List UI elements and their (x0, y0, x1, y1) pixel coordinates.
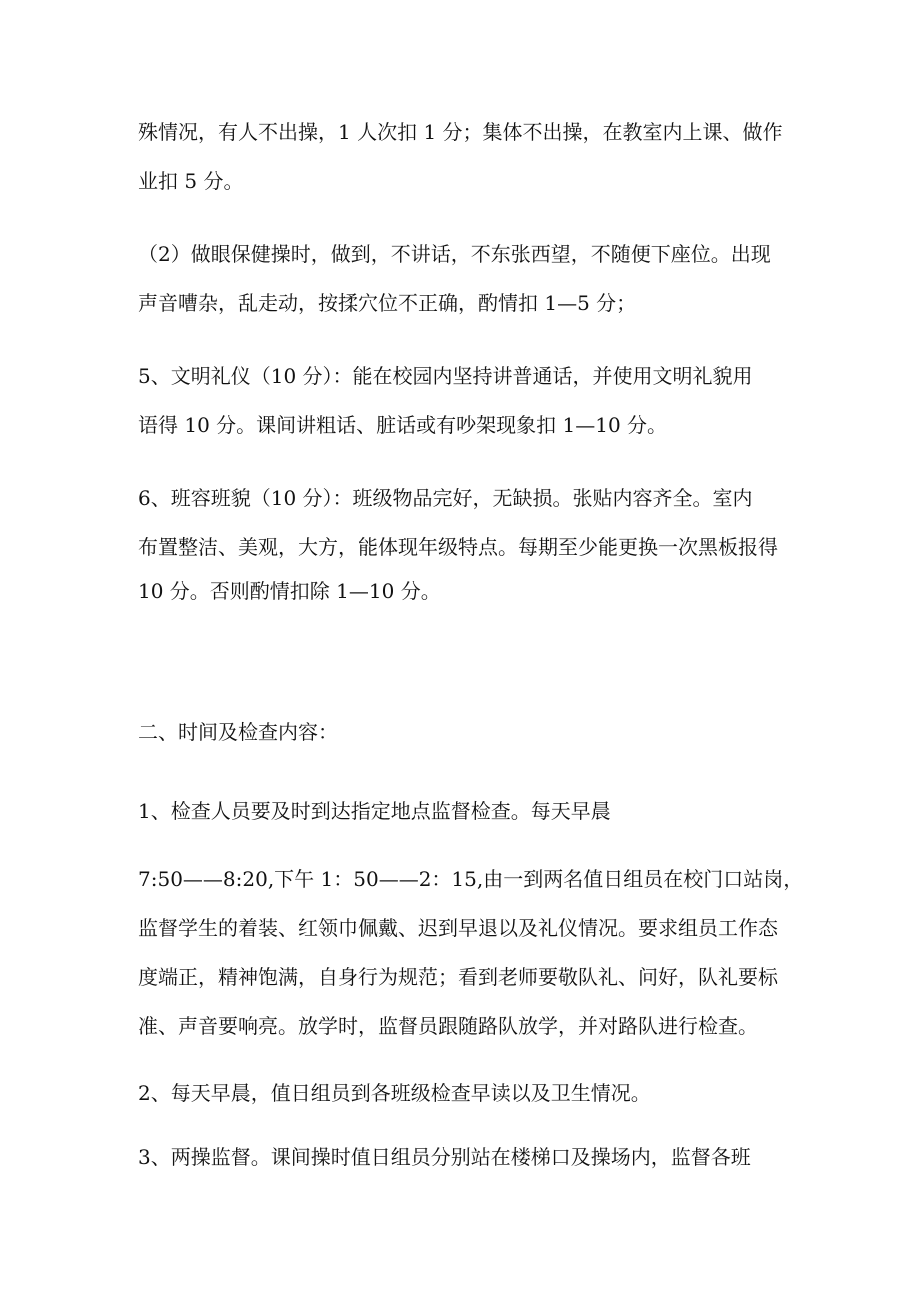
text-line-5: 5、文明礼仪（10 分）：能在校园内坚持讲普通话，并使用文明礼貌用 (138, 364, 753, 388)
text-line-16: 2、每天早晨，值日组员到各班级检查早读以及卫生情况。 (138, 1081, 651, 1105)
text-line-8: 布置整洁、美观，大方，能体现年级特点。每期至少能更换一次黑板报得 (138, 535, 778, 559)
text-line-15: 准、声音要响亮。放学时，监督员跟随路队放学，并对路队进行检查。 (138, 1014, 758, 1038)
text-line-17: 3、两操监督。课间操时值日组员分别站在楼梯口及操场内，监督各班 (138, 1145, 751, 1169)
text-line-4: 声音嘈杂，乱走动，按揉穴位不正确，酌情扣 1—5 分； (138, 291, 637, 315)
text-line-6: 语得 10 分。课间讲粗话、脏话或有吵架现象扣 1—10 分。 (138, 413, 668, 437)
text-line-13: 监督学生的着装、红领巾佩戴、迟到早退以及礼仪情况。要求组员工作态 (138, 916, 778, 940)
text-line-11: 1、检查人员要及时到达指定地点监督检查。每天早晨 (138, 799, 611, 823)
text-line-3: （2）做眼保健操时，做到，不讲话，不东张西望，不随便下座位。出现 (138, 242, 771, 266)
text-line-12: 7:50——8:20,下午 1：50——2：15,由一到两名值日组员在校门口站岗， (138, 867, 804, 891)
text-line-9: 10 分。否则酌情扣除 1—10 分。 (138, 579, 441, 603)
text-line-14: 度端正，精神饱满，自身行为规范；看到老师要敬队礼、问好，队礼要标 (138, 965, 778, 989)
text-line-2: 业扣 5 分。 (138, 169, 244, 193)
section-heading: 二、时间及检查内容： (138, 720, 338, 744)
text-line-1: 殊情况，有人不出操，1 人次扣 1 分；集体不出操，在教室内上课、做作 (138, 120, 783, 144)
text-line-7: 6、班容班貌（10 分）：班级物品完好，无缺损。张贴内容齐全。室内 (138, 486, 753, 510)
